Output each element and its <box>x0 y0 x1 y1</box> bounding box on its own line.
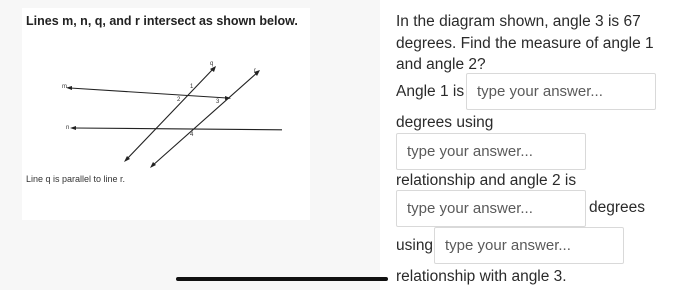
label-n: n <box>66 125 70 131</box>
relationship-angle2-label: relationship and angle 2 is <box>396 172 577 189</box>
label-angle-4: 4 <box>190 132 194 138</box>
horizontal-scrollbar[interactable] <box>176 277 388 281</box>
line-q <box>124 66 216 162</box>
angle2-relationship-input[interactable]: type your answer... <box>434 227 624 264</box>
diagram-card <box>22 8 310 220</box>
degrees-using-label: degrees using <box>396 114 494 131</box>
angle1-value-input[interactable]: type your answer... <box>466 73 656 110</box>
angle1-relationship-input[interactable]: type your answer... <box>396 133 586 170</box>
label-m: m <box>62 84 67 90</box>
degrees-label: degrees <box>589 199 646 216</box>
relationship-end-label: relationship with angle 3. <box>396 268 567 285</box>
diagram-caption: Line q is parallel to line r. <box>26 174 126 184</box>
label-angle-1: 1 <box>190 84 194 90</box>
label-r: r <box>254 68 256 74</box>
line-r <box>150 70 260 168</box>
question-line-1: In the diagram shown, angle 3 is 67 <box>396 13 641 30</box>
angle2-value-input[interactable]: type your answer... <box>396 190 586 227</box>
label-angle-2: 2 <box>177 97 181 103</box>
using-label: using <box>396 237 434 254</box>
line-m <box>66 86 231 100</box>
geometry-diagram <box>62 60 282 170</box>
label-angle-3: 3 <box>216 99 220 105</box>
diagram-title: Lines m, n, q, and r intersect as shown below. <box>26 14 298 28</box>
line-n <box>70 126 282 130</box>
angle1-prefix: Angle 1 is <box>396 83 465 100</box>
question-panel <box>396 0 679 290</box>
question-line-3: and angle 2? <box>396 56 486 73</box>
label-q: q <box>210 61 214 67</box>
question-line-2: degrees. Find the measure of angle 1 <box>396 35 654 52</box>
